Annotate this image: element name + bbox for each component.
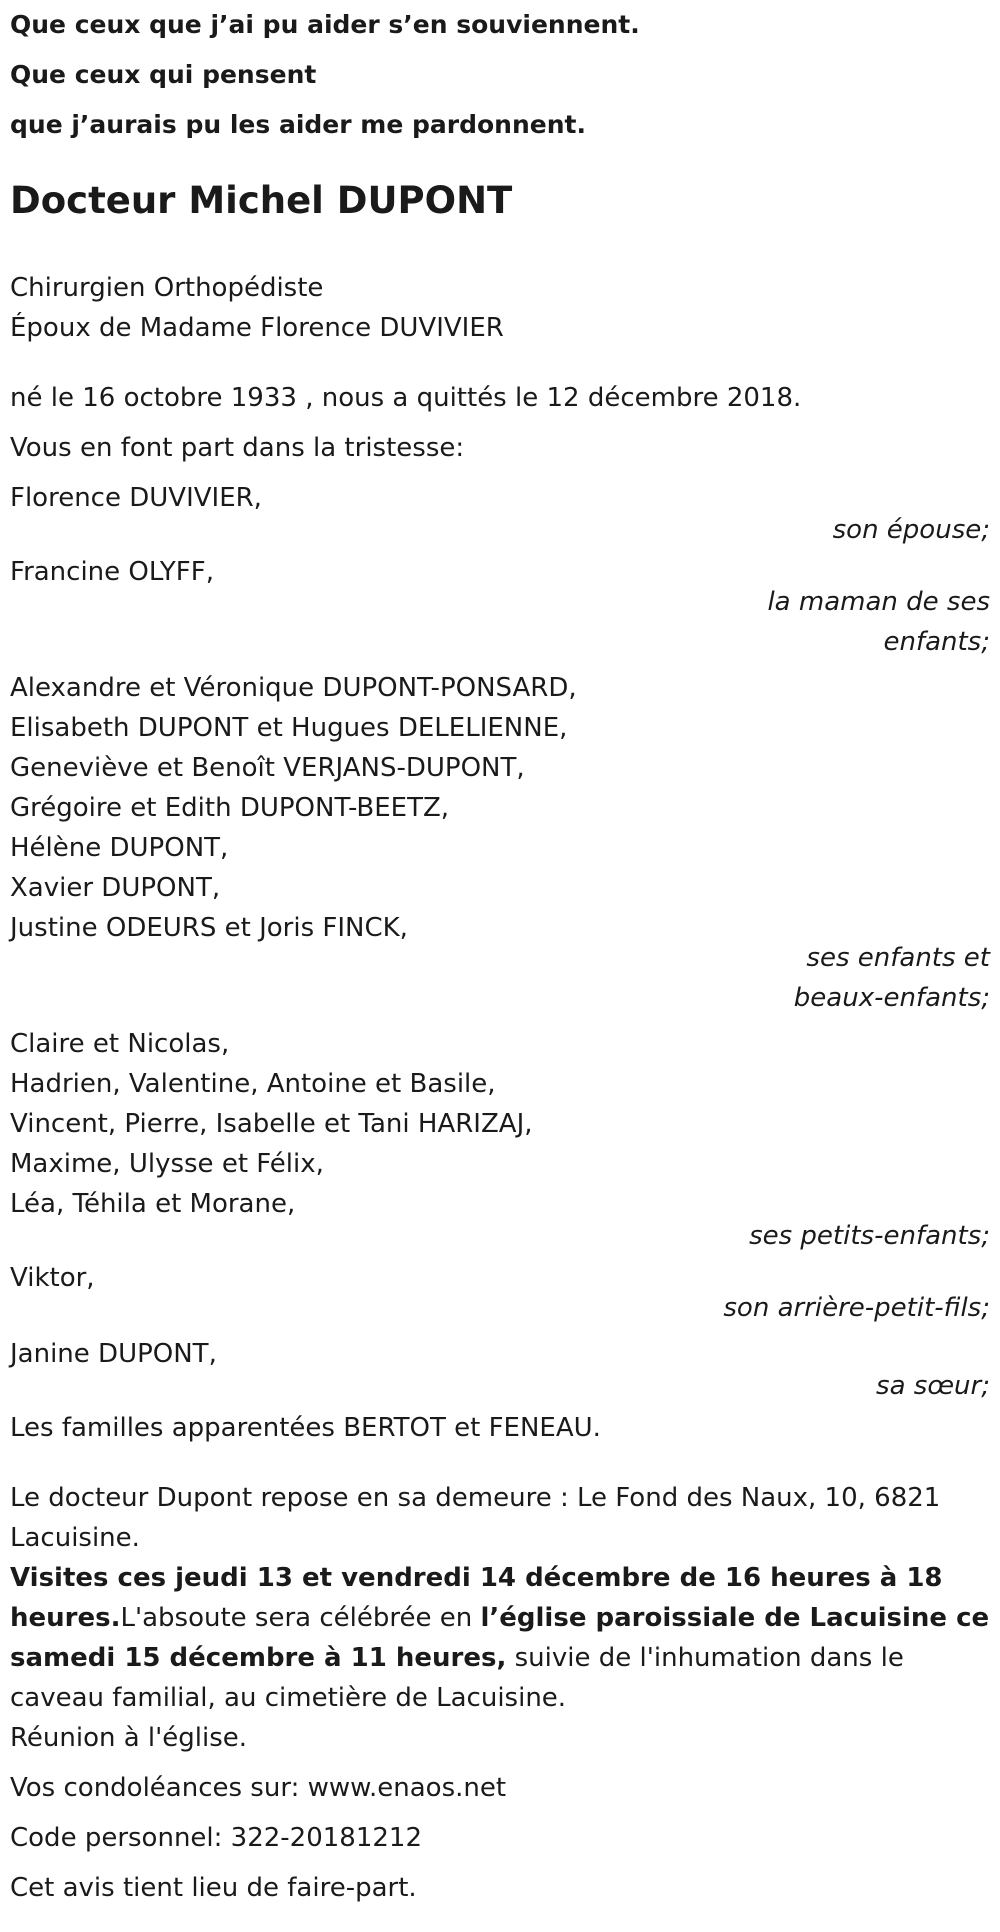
family-member: Elisabeth DUPONT et Hugues DELELIENNE, bbox=[10, 713, 568, 743]
epigraph-line: Que ceux qui pensent bbox=[10, 60, 317, 89]
reunion-line: Réunion à l'église. bbox=[10, 1723, 248, 1753]
epigraph-line: que j’aurais pu les aider me pardonnent. bbox=[10, 110, 586, 139]
family-member: Alexandre et Véronique DUPONT-PONSARD, bbox=[10, 673, 577, 703]
family-member: Janine DUPONT, bbox=[10, 1339, 217, 1369]
family-member: Vincent, Pierre, Isabelle et Tani HARIZAJ, bbox=[10, 1109, 533, 1139]
church-info: l’église paroissiale de Lacuisine ce samedi 15 décembre à 11 heures, bbox=[10, 1603, 990, 1673]
family-member: Hadrien, Valentine, Antoine et Basile, bbox=[10, 1069, 496, 1099]
personal-code: Code personnel: 322-20181212 bbox=[10, 1823, 423, 1853]
family-group bbox=[10, 668, 990, 1018]
absoute-text: L'absoute sera célébrée en bbox=[120, 1603, 481, 1633]
epigraph bbox=[10, 0, 990, 150]
relation-label: la maman de ses enfants; bbox=[767, 587, 990, 657]
family-group bbox=[10, 552, 990, 662]
family-member: Geneviève et Benoît VERJANS-DUPONT, bbox=[10, 753, 525, 783]
spouse-line: Époux de Madame Florence DUVIVIER bbox=[10, 313, 504, 343]
relation-label: son épouse; bbox=[832, 515, 990, 545]
repose-location: Le docteur Dupont repose en sa demeure : Le Fond des Naux, 10, 6821 Lacuisine. bbox=[10, 1483, 941, 1553]
family-member: Florence DUVIVIER, bbox=[10, 483, 262, 513]
family-group bbox=[10, 1258, 990, 1328]
notice-line: Cet avis tient lieu de faire-part. bbox=[10, 1873, 417, 1903]
condolences-line: Vos condoléances sur: www.enaos.net bbox=[10, 1773, 507, 1803]
family-member: Maxime, Ulysse et Félix, bbox=[10, 1149, 324, 1179]
family-member: Francine OLYFF, bbox=[10, 557, 214, 587]
family-member: Xavier DUPONT, bbox=[10, 873, 221, 903]
family-member: Léa, Téhila et Morane, bbox=[10, 1189, 296, 1219]
profession: Chirurgien Orthopédiste bbox=[10, 273, 324, 303]
epigraph-line: Que ceux que j’ai pu aider s’en souviennent. bbox=[10, 10, 640, 39]
family-group bbox=[10, 1024, 990, 1256]
relation-label: son arrière-petit-fils; bbox=[723, 1293, 990, 1323]
burial-info: suivie de l'inhumation dans le caveau familial, au cimetière de Lacuisine. bbox=[10, 1643, 904, 1713]
family-member: Claire et Nicolas, bbox=[10, 1029, 230, 1059]
relation-label: ses enfants et beaux-enfants; bbox=[793, 943, 990, 1013]
intro-line: Vous en font part dans la tristesse: bbox=[10, 433, 465, 463]
dates-line: né le 16 octobre 1933 , nous a quittés le 12 décembre 2018. bbox=[10, 383, 802, 413]
family-member: Hélène DUPONT, bbox=[10, 833, 229, 863]
family-group bbox=[10, 1334, 990, 1406]
family-group bbox=[10, 478, 990, 550]
visits-info: Visites ces jeudi 13 et vendredi 14 décembre de 16 heures à 18 heures. bbox=[10, 1563, 943, 1633]
ceremony-details bbox=[10, 1558, 990, 1718]
family-member: Viktor, bbox=[10, 1263, 95, 1293]
family-member: Justine ODEURS et Joris FINCK, bbox=[10, 913, 408, 943]
related-families: Les familles apparentées BERTOT et FENEAU. bbox=[10, 1413, 601, 1443]
relation-label: sa sœur; bbox=[876, 1371, 990, 1401]
family-member: Grégoire et Edith DUPONT-BEETZ, bbox=[10, 793, 450, 823]
deceased-name: Docteur Michel DUPONT bbox=[10, 179, 513, 222]
relation-label: ses petits-enfants; bbox=[749, 1221, 990, 1251]
